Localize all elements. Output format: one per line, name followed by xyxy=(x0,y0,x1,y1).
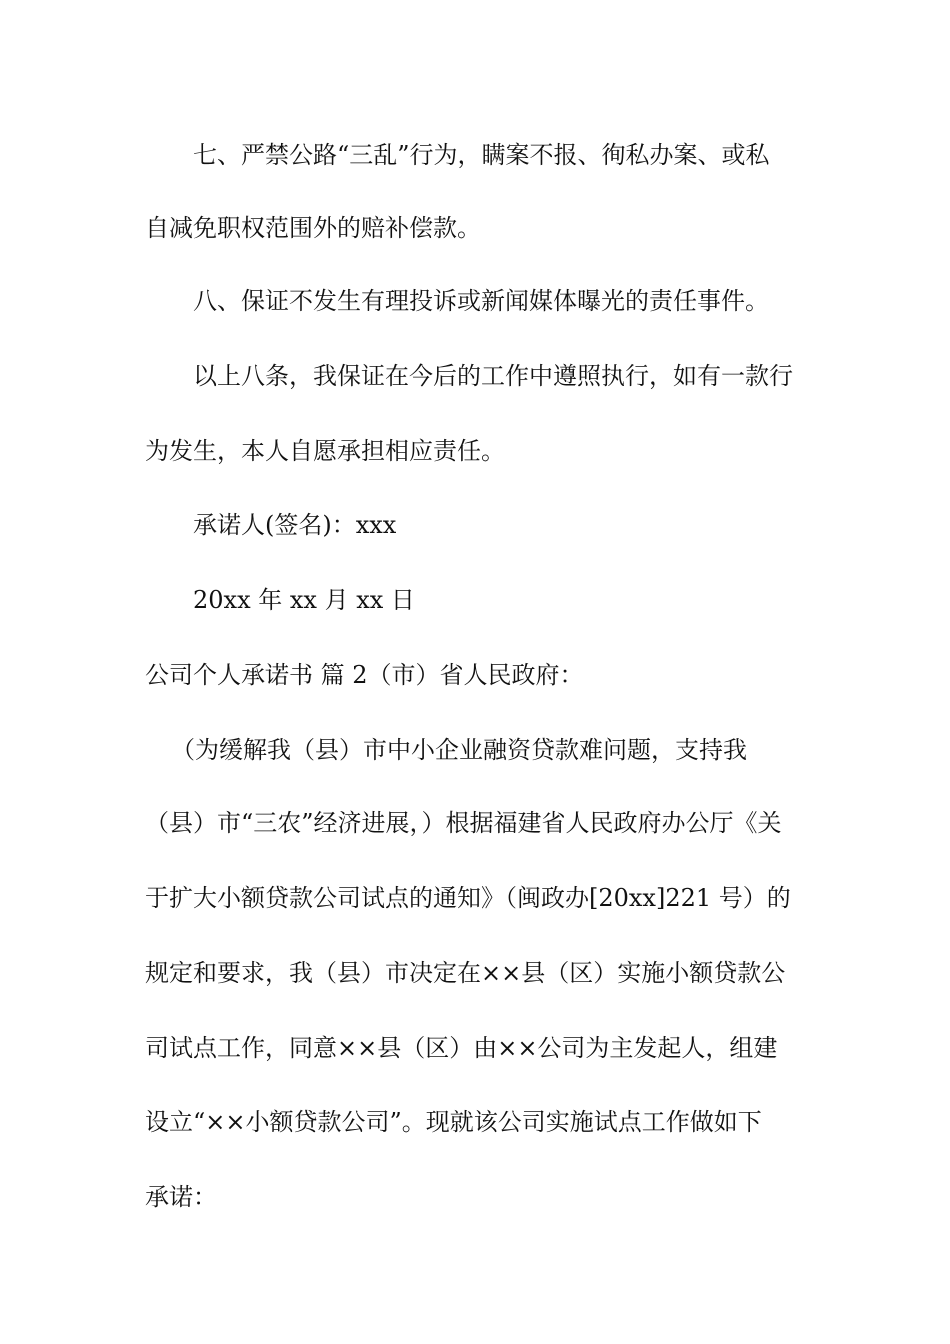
text-line-summary-part-2: 为发生，本人自愿承担相应责任。 xyxy=(145,437,505,465)
text-line-summary-part-1: 以上八条，我保证在今后的工作中遵照执行，如有一款行 xyxy=(193,362,793,390)
body-line-4: 规定和要求，我（县）市决定在××县（区）实施小额贷款公 xyxy=(145,959,786,987)
body-line-5: 司试点工作，同意××县（区）由××公司为主发起人，组建 xyxy=(145,1034,778,1062)
body-line-3: 于扩大小额贷款公司试点的通知》（闽政办[20xx]221 号）的 xyxy=(145,884,791,912)
text-line-clause-7-part-1: 七、严禁公路“三乱”行为，瞒案不报、徇私办案、或私 xyxy=(193,141,770,169)
section-heading-line: 公司个人承诺书 篇 2（市）省人民政府： xyxy=(145,661,584,689)
body-line-6: 设立“××小额贷款公司”。现就该公司实施试点工作做如下 xyxy=(145,1108,762,1136)
text-line-clause-8: 八、保证不发生有理投诉或新闻媒体曝光的责任事件。 xyxy=(193,287,769,315)
text-line-clause-7-part-2: 自减免职权范围外的赔补偿款。 xyxy=(145,214,481,242)
signature-line: 承诺人(签名)：xxx xyxy=(193,511,397,539)
body-line-2: （县）市“三农”经济进展，）根据福建省人民政府办公厅《关 xyxy=(145,809,782,837)
date-line: 20xx 年 xx 月 xx 日 xyxy=(193,586,415,614)
body-line-1: （为缓解我（县）市中小企业融资贷款难问题，支持我 xyxy=(171,736,747,764)
body-line-7: 承诺： xyxy=(145,1183,217,1211)
